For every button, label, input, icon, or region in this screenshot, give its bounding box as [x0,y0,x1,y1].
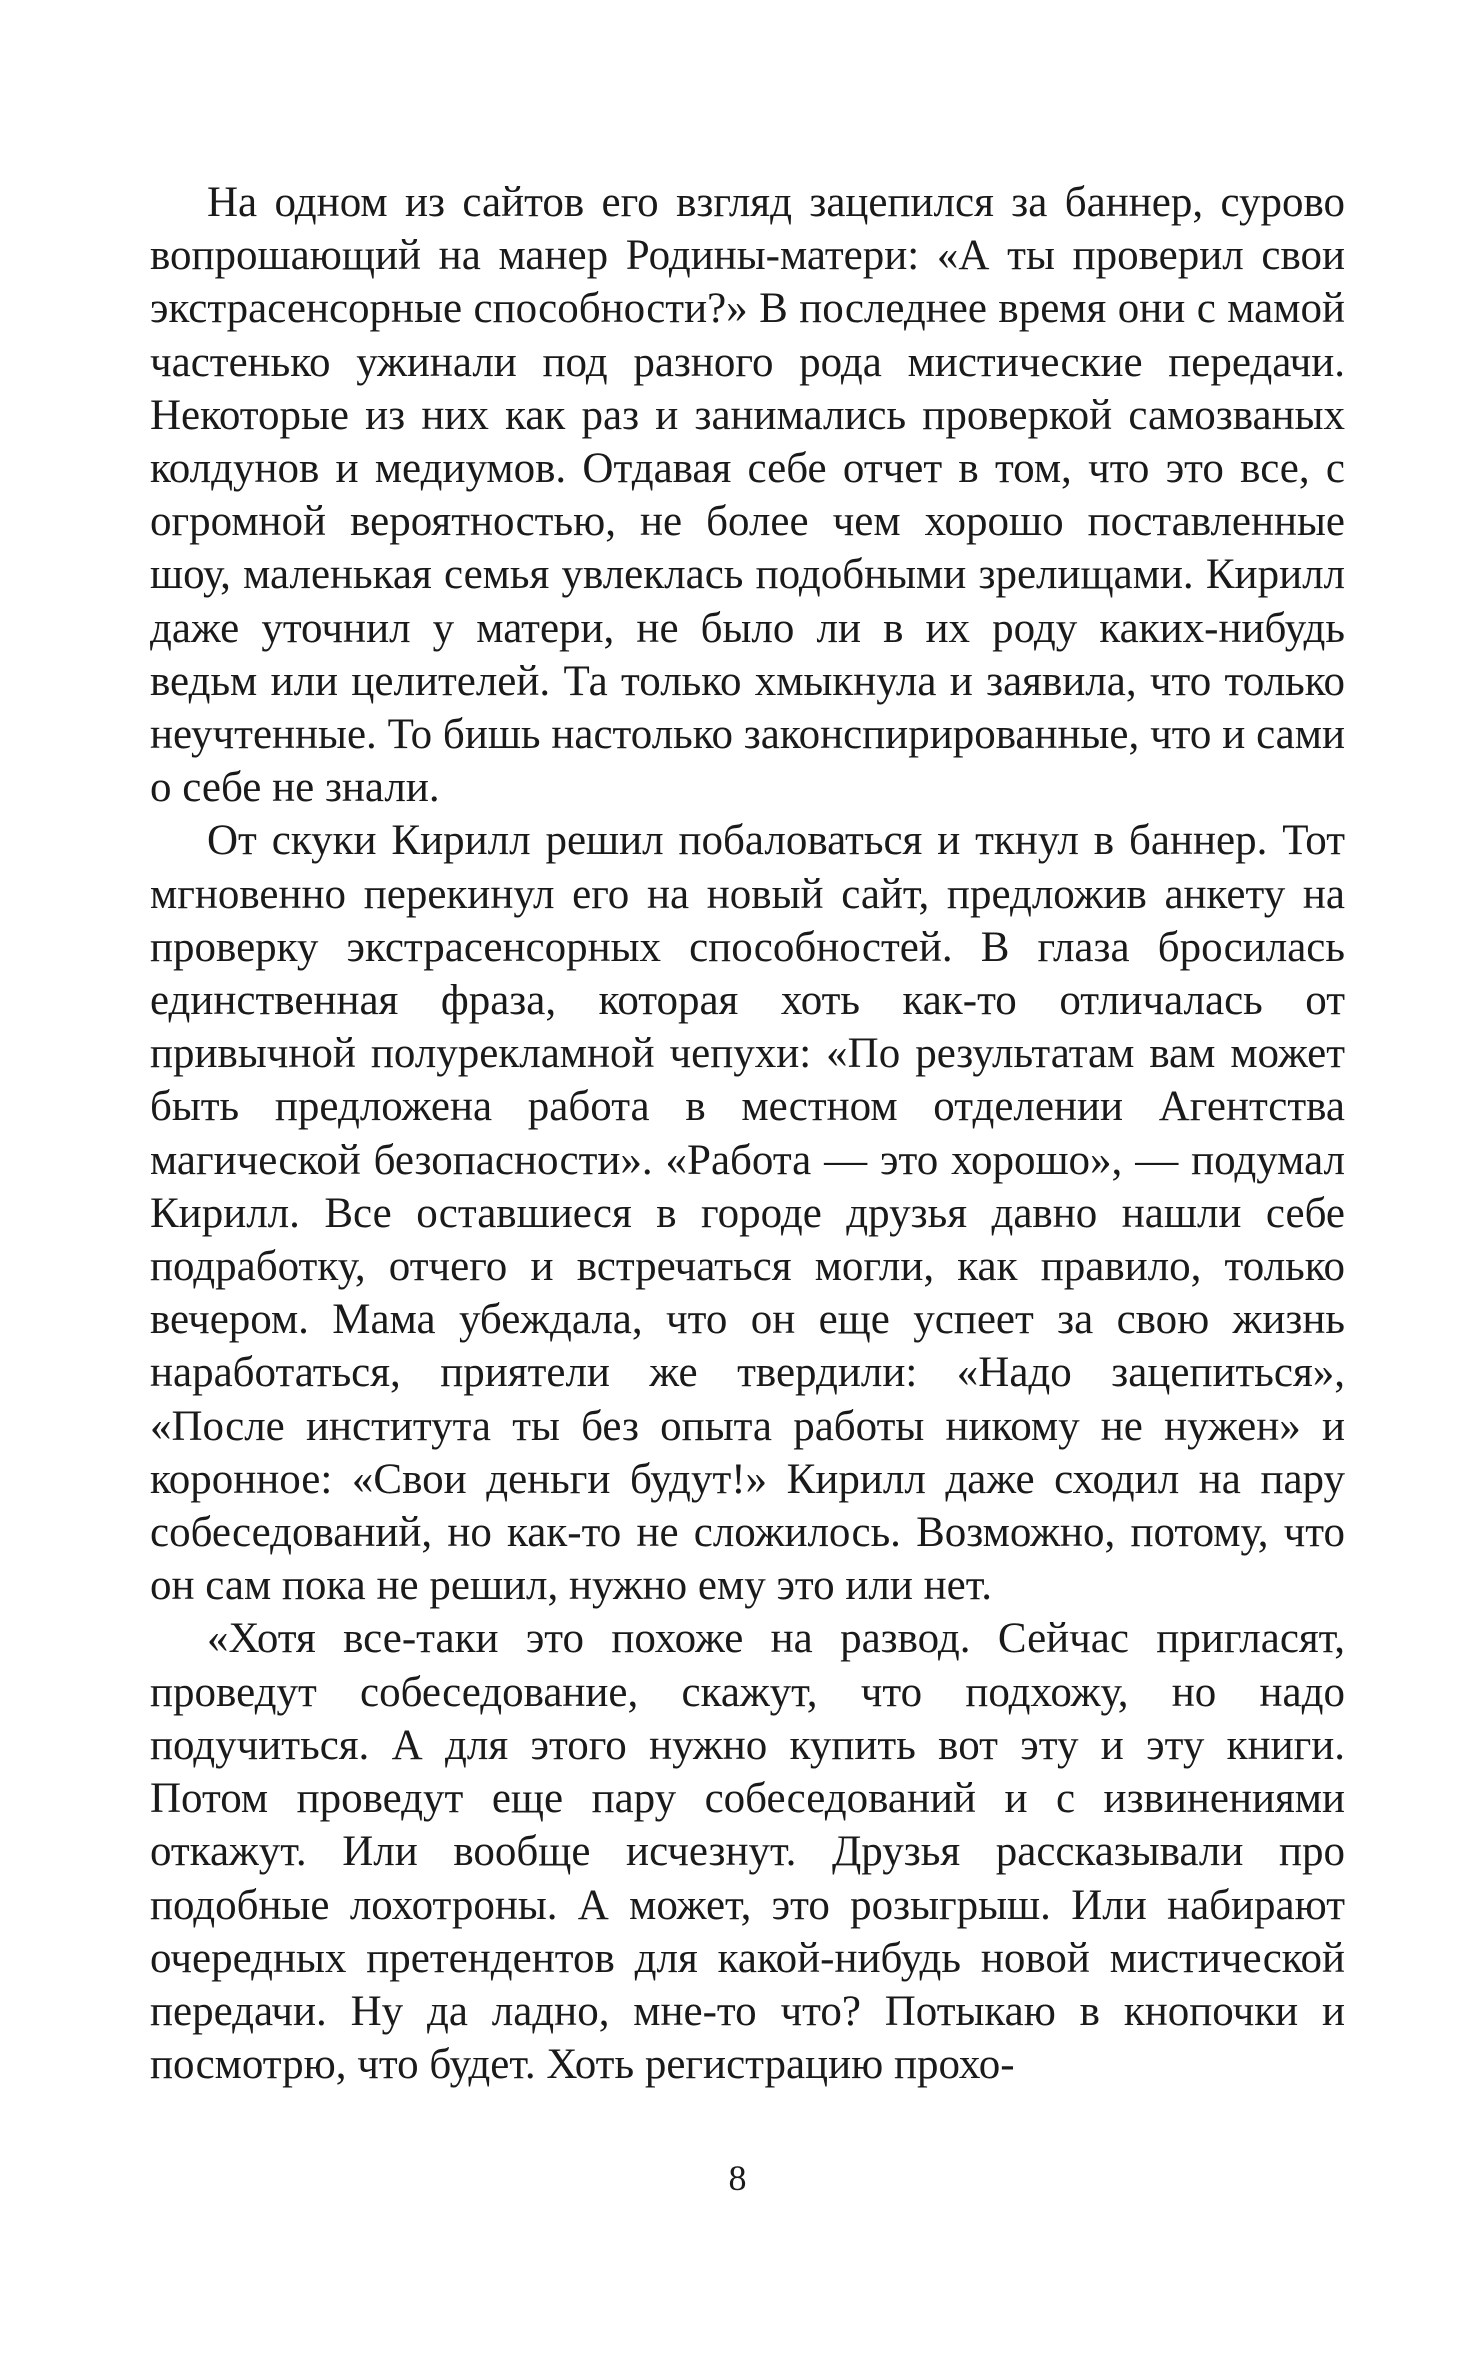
page-number: 8 [728,2158,747,2198]
paragraph: «Хотя все-таки это похоже на развод. Сейчас пригласят, проведут собеседование, скажут, что подхожу, но надо подучиться. А для этого нужно купить вот эту и эту книги. Потом проведут еще пару собеседований и с извинениями откажут. Или вообще исчезнут. Друзья рассказывали про подобные лохотроны. А может, это розыгрыш. Или набирают очередных претендентов для какой-нибудь новой мистической передачи. Ну да ладно, мне-то что? Потыкаю в кнопочки и посмотрю, что будет. Хоть регистрацию прохо- [150,1615,1345,2089]
page-body [150,176,1345,2091]
paragraph: От скуки Кирилл решил побаловаться и ткнул в баннер. Тот мгновенно перекинул его на новый сайт, предложив анкету на проверку экстрасенсорных способностей. В глаза бросилась единственная фраза, которая хоть как-то отличалась от привычной полурекламной чепухи: «По результатам вам может быть предложена работа в местном отделении Агентства магической безопасности». «Работа — это хорошо», — подумал Кирилл. Все оставшиеся в городе друзья давно нашли себе подработку, отчего и встречаться могли, как правило, только вечером. Мама убеждала, что он еще успеет за свою жизнь наработаться, приятели же твердили: «Надо зацепиться», «После института ты без опыта работы никому не нужен» и коронное: «Свои деньги будут!» Кирилл даже сходил на пару собеседований, но как-то не сложилось. Возможно, потому, что он сам пока не решил, нужно ему это или нет. [150,817,1345,1610]
paragraph: На одном из сайтов его взгляд зацепился за баннер, сурово вопрошающий на манер Родины-матери: «А ты проверил свои экстрасенсорные способности?» В последнее время они с мамой частенько ужинали под разного рода мистические передачи. Некоторые из них как раз и занимались проверкой самозваных колдунов и медиумов. Отдавая себе отчет в том, что это все, с огромной вероятностью, не более чем хорошо поставленные шоу, маленькая семья увлеклась подобными зрелищами. Кирилл даже уточнил у матери, не было ли в их роду каких-нибудь ведьм или целителей. Та только хмыкнула и заявила, что только неучтенные. То бишь настолько законспирированные, что и сами о себе не знали. [150,179,1345,812]
